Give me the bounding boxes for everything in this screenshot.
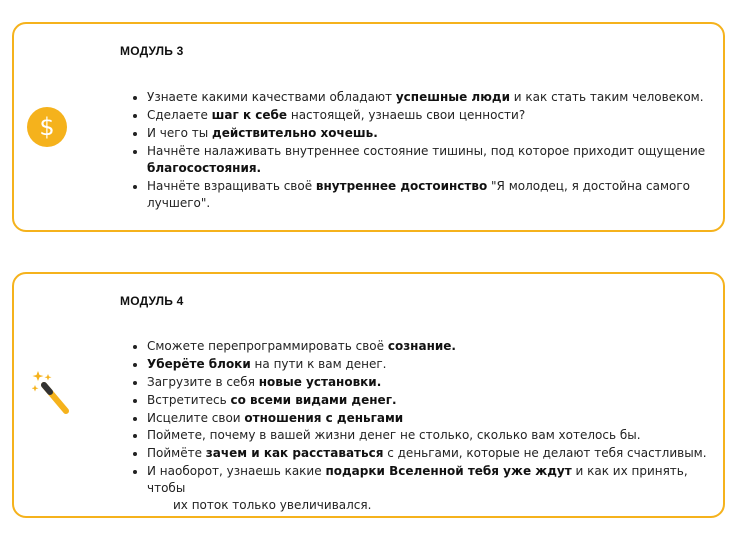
list-item (147, 392, 717, 409)
dollar-coin-icon (27, 107, 67, 147)
module-3-card (12, 22, 725, 232)
list-item (147, 445, 717, 462)
item-text: Поймёте (147, 446, 206, 461)
item-text: Загрузите в себя (147, 374, 259, 389)
item-text: Сделаете (147, 107, 212, 122)
emphasis-text: сознание. (387, 339, 456, 353)
module-4-card (12, 272, 725, 518)
emphasis-text: со всеми видами денег. (230, 392, 397, 407)
emphasis-text: внутреннее достоинство (315, 178, 488, 193)
module-3-title: МОДУЛЬ 3 (120, 44, 184, 58)
emphasis-text: шаг к себе (211, 107, 288, 122)
module-4-title: МОДУЛЬ 4 (120, 294, 184, 308)
item-text: Начнёте взращивать своё (147, 178, 316, 193)
list-item (147, 107, 712, 124)
emphasis-text: успешные люди (395, 90, 510, 104)
module-4-list (131, 338, 717, 515)
list-item (147, 89, 712, 106)
item-text: И чего ты (147, 125, 213, 140)
item-text: Встретитесь (147, 392, 231, 407)
item-text: и как стать таким человеком. (509, 90, 704, 104)
list-item (147, 338, 717, 355)
item-text: на пути к вам денег. (250, 356, 387, 371)
list-item (147, 463, 717, 514)
magic-wand-icon (32, 371, 72, 421)
item-text: Поймете, почему в вашей жизни денег не столько, сколько вам хотелось бы. (147, 428, 641, 443)
list-item (147, 356, 717, 373)
list-item (147, 125, 712, 142)
item-text: настоящей, узнаешь свои ценности? (287, 107, 526, 122)
list-item (147, 410, 717, 427)
emphasis-text: новые установки. (258, 374, 382, 389)
emphasis-text: благосостояния. (147, 160, 262, 175)
item-text: Исцелите свои (147, 410, 245, 425)
emphasis-text: Уберёте блоки (147, 356, 251, 371)
list-item (147, 427, 717, 444)
emphasis-text: действительно хочешь. (212, 125, 378, 140)
list-item (147, 374, 717, 391)
emphasis-text: зачем и как расставаться (205, 446, 384, 461)
item-text: Узнаете какими качествами обладают (147, 90, 396, 104)
item-text: с деньгами, которые не делают тебя счастливым. (383, 446, 707, 461)
item-text: их поток только увеличивался. (173, 498, 372, 513)
list-item (147, 178, 712, 212)
item-text: "Я молодец, я достойна самого лучшего". (147, 178, 690, 210)
emphasis-text: подарки Вселенной тебя уже ждут (325, 464, 572, 479)
item-text: И наоборот, узнаешь какие (147, 464, 326, 479)
item-text: Начнёте налаживать внутреннее состояние тишины, под которое приходит ощущение (147, 143, 706, 158)
item-text: и как их принять, чтобы (147, 464, 688, 496)
list-item (147, 143, 712, 177)
emphasis-text: отношения с деньгами (244, 410, 404, 425)
module-3-list (131, 89, 712, 212)
svg-text:$: $ (39, 113, 55, 141)
item-text: Сможете перепрограммировать своё (147, 339, 388, 353)
